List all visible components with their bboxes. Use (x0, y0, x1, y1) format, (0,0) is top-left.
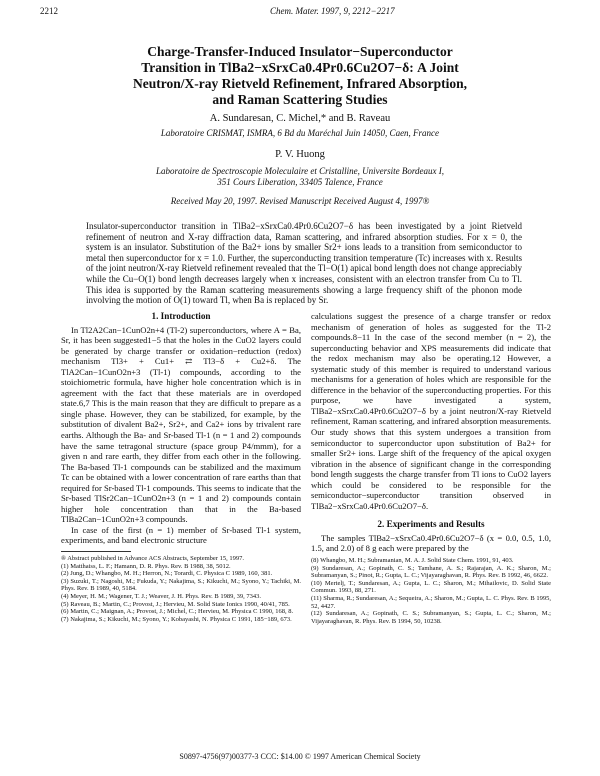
article-title (60, 44, 540, 108)
paragraph: In case of the first (n = 1) member of Sr-based Tl-1 system, experiments, and band electronic structure (61, 524, 301, 546)
paragraph: In Tl2A2Can−1CunO2n+4 (Tl-2) superconductors, where A = Ba, Sr, it has been suggested1−5 that the holes in the CuO2 layers could be generated by charge transfer or oxidation−reduction (redox) mechanism Tl3+ + Cu1+ ⇄ Tl3−δ + Cu2+δ. The TlA2Can−1CunO2n+3 (Tl-1) compounds, according to the stoichiometric formula, have higher hole concentration which is in agreement with the fact that these materials are in overdoped state.6,7 This is the main reason that they are difficult to prepare as a single phase. However, they can be stabilized, for example, by the substitution of divalent Ba2+, Sr2+, and Ca2+ ions by trivalent rare earths. Although the Ba- and Sr-based Tl-1 (n = 1 and 2) compounds have the same tetragonal structure (space group P4/mmm), for a given n and rare earth, they differ from each other in the following. The Ba-based Tl-1 compounds can be stabilized and the maximum Tc can be obtained with a lower concentration of rare earths than that required for Sr-based Tl-1 compounds. This seems to indicate that the Sr-based TlSr2Can−1CunO2n+3 (n = 1 and 2) compounds contain higher hole concentration than that in the Ba-based TlBa2Can−1CunO2n+3 compounds. (61, 324, 301, 525)
journal-citation: Chem. Mater. 1997, 9, 2212−2217 (270, 6, 395, 16)
copyright-footer: S0897-4756(97)00377-3 CCC: $14.00 © 1997 American Chemical Society (179, 752, 421, 761)
affiliation-crismat: Laboratoire CRISMAT, ISMRA, 6 Bd du Maréchal Juin 14050, Caen, France (160, 128, 440, 138)
reference-item: (7) Nakajima, S.; Kikuchi, M.; Syono, Y.; Kobayashi, N. Physica C 1991, 185−189, 673. (61, 615, 292, 623)
reference-list-left (61, 555, 301, 623)
author-huong: P. V. Huong (275, 149, 325, 160)
affiliation-line: 351 Cours Liberation, 33405 Talence, France (217, 177, 383, 187)
reference-item: (1) Matthaiss, L. F.; Hamann, D. R. Phys. Rev. B 1988, 38, 5012. (61, 562, 231, 570)
page-number: 2212 (40, 6, 58, 16)
reference-item: (3) Suzuki, T.; Nagoshi, M.; Fukuda, Y.; Nakajima, S.; Kikuchi, M.; Syono, Y.; Tachiki, M. Phys. Rev. B 1989, 40, 5184. (61, 577, 301, 593)
title-line: Transition in TlBa2−xSrxCa0.4Pr0.6Cu2O7−δ: A Joint (141, 60, 459, 75)
reference-list-right (311, 557, 551, 625)
reference-item: (8) Whangbo, M. H.; Subramanian, M. A. J. Solid State Chem. 1991, 91, 403. (311, 557, 514, 565)
section-heading-introduction: 1. Introduction (151, 311, 211, 321)
reference-item: (2) Jung, D.; Whangbo, M. H.; Herron, N.; Torardi, C. Physica C 1989, 160, 381. (61, 570, 273, 578)
paragraph: calculations suggest the presence of a charge transfer or redox mechanism of generation of holes as suggested for the Tl-2 compounds.8−11 In the case of the second member (n = 2), the superconducting behavior and XPS measurements did indicate that the redox mechanism may also be operating.12 However, a systematic study of this member is required to understand various mechanisms for a generation of holes which are responsible for the difference in the behavior of the superconducting properties. For this purpose, we have investigated a system, TlBa2−xSrxCa0.4Pr0.6Cu2O7−δ by a joint neutron/X-ray Rietveld refinement, Raman scattering, and infrared absorption measurements. Our study shows that this system undergoes a transition from semiconductor to superconductor upon substitution of Ba2+ for smaller Sr2+ ions. Large shift of the frequency of the apical oxygen vibration in the absence of significant change in the corresponding bond length suggests the charge transfer from Tl ions to CuO2 layers which could be considered to be responsible for the semiconductor−superconductor transition observed in TlBa2−xSrxCa0.4Pr0.6Cu2O7−δ. (311, 311, 551, 511)
column-left (61, 311, 301, 623)
affiliation-bordeaux (40, 166, 560, 188)
reference-item: ® Abstract published in Advance ACS Abstracts, September 15, 1997. (61, 555, 244, 563)
abstract: Insulator-superconductor transition in TlBa2−xSrxCa0.4Pr0.6Cu2O7−δ has been investigated by a joint Rietveld refinement of neutron and X-ray diffraction data, Raman scattering, and infrared absorption studies. For x = 0, the system is an insulator. Substitution of the Ba2+ ions by smaller Sr2+ ions leads to a transition from semiconductor to metal then superconductor for x = 1.0. Further, the superconducting transition temperature (Tc) increases with x. Results of the joint neutron/X-ray Rietveld refinement revealed that the Tl−O(1) apical bond length does not change appreciably while the Cu−O(1) bond length decreases largely when x increases, consistent with an electron transfer from Cu to Tl. This idea is supported by the Raman scattering measurements showing a large frequency shift of the phonon mode involving the motion of O(1) toward Tl, when Ba is replaced by Sr. (86, 221, 522, 306)
section-heading-experiments: 2. Experiments and Results (377, 519, 485, 530)
column-right (311, 311, 551, 625)
reference-item: (10) Mertelj, T.; Sundaresan, A.; Gupta, L. C.; Sharon, M.; Mihailovic, D. Solid State Commun. 1993, 88, 271. (311, 579, 551, 595)
received-dates: Received May 20, 1997. Revised Manuscript Received August 4, 1997® (170, 196, 430, 206)
paragraph: The samples TlBa2−xSrxCa0.4Pr0.6Cu2O7−δ (x = 0.0, 0.5, 1.0, 1.5, and 2.0) of 8 g each were prepared by the (311, 532, 551, 554)
reference-item: (9) Sundaresan, A.; Gopinath, C. S.; Tamhane, A. S.; Rajarajan, A. K.; Sharon, M.; Subramanyan, S.; Pinot, R.; Gupta, L. C.; Vijayaraghavan, R. Phys. Rev. B 1992, 46, 6622. (311, 564, 551, 580)
reference-item: (4) Meyer, H. M.; Wagener, T. J.; Weaver, J. H. Phys. Rev. B 1989, 39, 7343. (61, 593, 262, 600)
affiliation-line: Laboratoire de Spectroscopie Moleculaire et Cristalline, Universite Bordeaux I, (155, 166, 445, 176)
reference-item: (12) Sundaresan, A.; Gopinath, C. S.; Subramanyan, S.; Gupta, L. C.; Sharon, M.; Vijayaraghavan, R. Phys. Rev. B 1994, 50, 10238. (311, 610, 551, 625)
title-line: and Raman Scattering Studies (212, 92, 388, 107)
reference-item: (6) Martin, C.; Maignan, A.; Provost, J.; Michel, C.; Hervieu, M. Physica C 1990, 168, 8. (61, 608, 294, 616)
footnote-divider (61, 551, 131, 552)
author-list: A. Sundaresan, C. Michel,* and B. Raveau (209, 113, 391, 124)
reference-item: (11) Sharma, R.; Sundaresan, A.; Sequeira, A.; Sharon, M.; Gupta, L. C. Phys. Rev. B 1995, 52, 4427. (311, 595, 551, 610)
title-line: Neutron/X-ray Rietveld Refinement, Infrared Absorption, (133, 76, 467, 91)
reference-item: (5) Raveau, B.; Martin, C.; Provost, J.; Hervieu, M. Solid State Ionics 1990, 40/41, 785. (61, 600, 290, 608)
title-line: Charge-Transfer-Induced Insulator−Superconductor (147, 44, 453, 59)
